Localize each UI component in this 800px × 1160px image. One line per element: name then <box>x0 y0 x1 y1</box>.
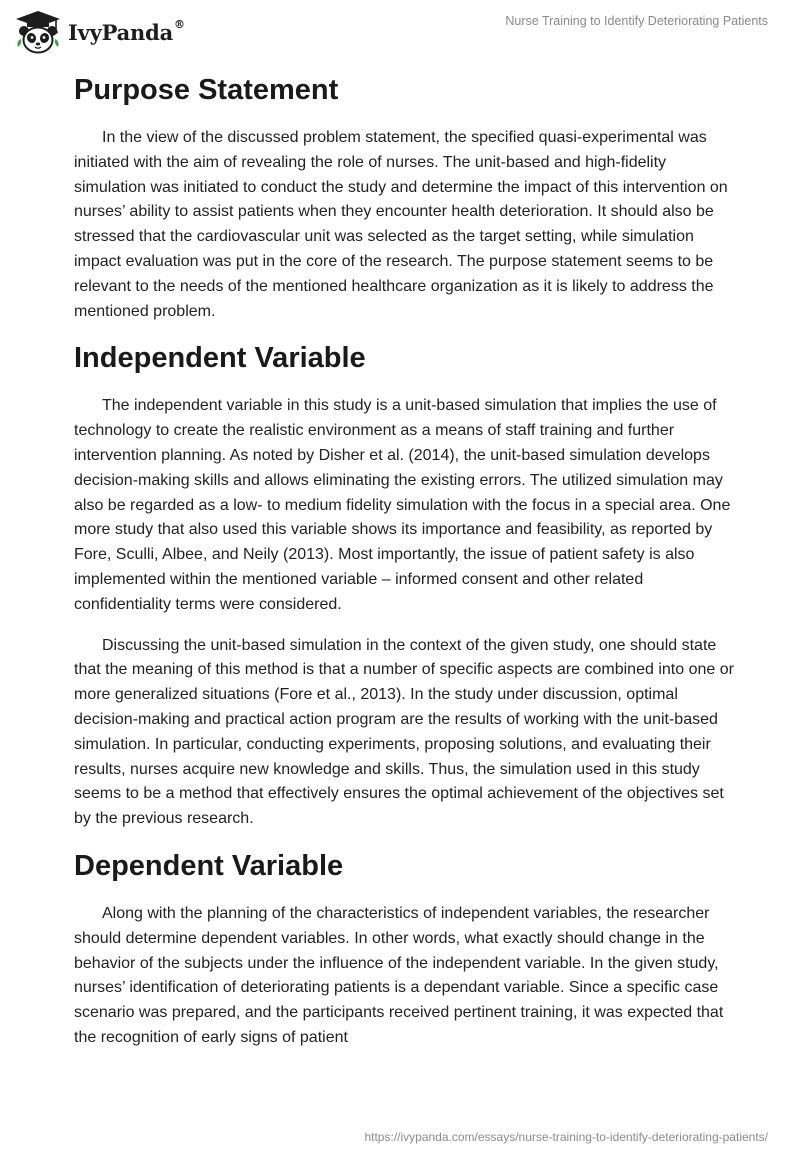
panda-graduate-icon <box>14 9 62 55</box>
brand-logo[interactable] <box>14 9 185 55</box>
section-heading: Purpose Statement <box>74 74 339 106</box>
section-purpose-statement <box>74 72 734 324</box>
essay-content <box>74 72 734 1067</box>
source-url[interactable]: https://ivypanda.com/essays/nurse-training-to-identify-deteriorating-patients/ <box>364 1130 768 1144</box>
page-header <box>0 0 800 60</box>
paragraph: In the view of the discussed problem statement, the specified quasi-experimental was initiated with the aim of revealing the role of nurses. The unit-based and high-fidelity simulation was initiated to conduct the study and determine the impact of this intervention on nurses’ ability to assist patients when they encounter health deterioration. It should also be stressed that the cardiovascular unit was selected as the target setting, while simulation impact evaluation was put in the core of the research. The purpose statement seems to be relevant to the needs of the mentioned healthcare organization as it is likely to address the mentioned problem. <box>74 129 728 320</box>
section-heading: Dependent Variable <box>74 849 344 882</box>
section-heading: Independent Variable <box>74 342 366 375</box>
brand-name: IvyPanda® <box>68 17 185 45</box>
section-dependent-variable <box>74 848 734 1051</box>
paragraph: The independent variable in this study is a unit-based simulation that implies the use of technology to create the realistic environment as a means of staff training and further intervention planning. As noted by Disher et al. (2014), the unit-based simulation develops decision-making skills and allows eliminating the existing errors. The utilized simulation may also be regarded as a low- to medium fidelity simulation with the focus in a special area. One more study that also used this variable shows its importance and feasibility, as reported by Fore, Sculli, Albee, and Neily (2013). Most importantly, the issue of patient safety is also implemented within the mentioned variable – informed consent and other related confidentiality terms were considered. <box>74 397 731 613</box>
paragraph: Discussing the unit-based simulation in the context of the given study, one should state that the meaning of this method is that a number of specific aspects are combined into one or more generalized situations (Fore et al., 2013). In the study under discussion, optimal decision-making and practical action program are the results of working with the unit-based simulation. In particular, conducting experiments, proposing solutions, and evaluating their results, nurses acquire new knowledge and skills. Thus, the simulation used in this study seems to be a method that effectively ensures the optimal achievement of the objectives set by the previous research. <box>74 636 734 828</box>
document-title: Nurse Training to Identify Deteriorating Patients <box>505 14 768 28</box>
paragraph: Along with the planning of the characteristics of independent variables, the researcher should determine dependent variables. In other words, what exactly should change in the behavior of the subjects under the influence of the independent variable. In the given study, nurses’ identification of deteriorating patients is a dependant variable. Since a specific case scenario was prepared, and the participants received pertinent training, it was expected that the recognition of early signs of patient <box>74 904 724 1046</box>
section-independent-variable <box>74 340 734 832</box>
